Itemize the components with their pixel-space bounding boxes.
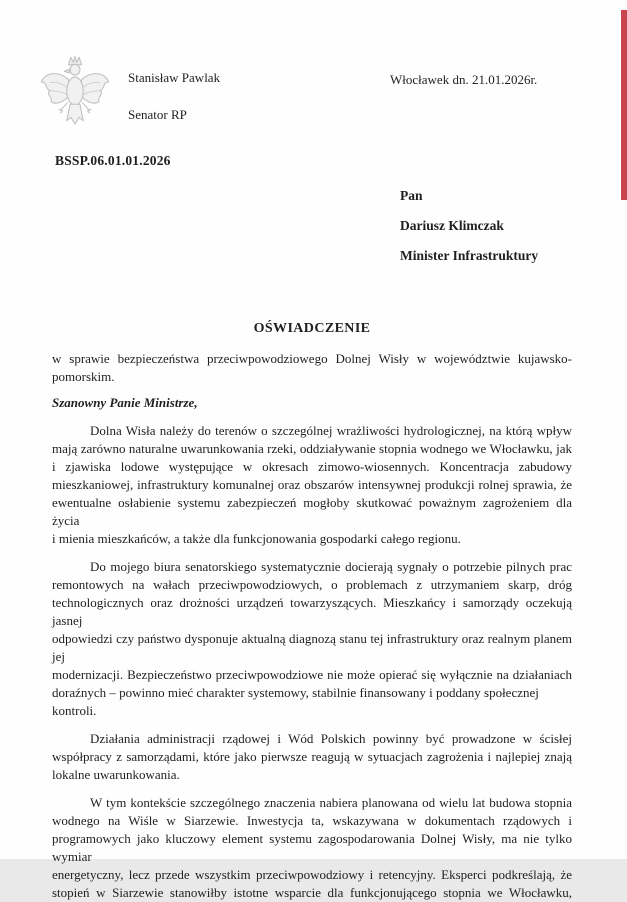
body-paragraphs <box>52 422 572 902</box>
body-paragraph <box>52 422 572 548</box>
eagle-body <box>67 77 83 105</box>
red-margin-stripe <box>621 10 627 200</box>
text-line: w sprawie bezpieczeństwa przeciwpowodziowego Dolnej Wisły w województwie kujawsko- <box>52 351 572 366</box>
text-line: technologicznych oraz drożności urządzeń towarzyszących. Mieszkańcy i samorządy oczekują jasnej <box>52 595 572 628</box>
polish-eagle-emblem <box>38 54 112 138</box>
statement-title: OŚWIADCZENIE <box>253 321 371 336</box>
text-line: energetyczny, lecz przede wszystkim przeciwpowodziowy i retencyjny. Eksperci podkreślają, że <box>52 867 572 882</box>
text-line: odpowiedzi czy państwo dysponuje aktualną diagnozą stanu tej infrastruktury oraz realnym planem jej <box>52 631 572 664</box>
recipient-name: Dariusz Klimczak <box>400 218 504 233</box>
text-line: i mienia mieszkańców, a także dla funkcjonowania gospodarki całego regionu. <box>52 531 461 546</box>
place-and-date: Włocławek dn. 21.01.2026r. <box>390 72 538 87</box>
text-line: W tym kontekście szczególnego znaczenia nabiera planowana od wielu lat budowa stopnia <box>90 795 572 810</box>
eagle-left-wing <box>41 74 70 104</box>
text-line: modernizacji. Bezpieczeństwo przeciwpowodziowe nie może opierać się wyłącznie na działaniach <box>52 667 572 682</box>
recipient-honorific: Pan <box>400 188 423 203</box>
sender-name: Stanisław Pawlak <box>128 70 221 85</box>
text-line: współpracy z samorządami, które jako pierwsze reagują w sytuacjach zagrożenia i najlepiej znają <box>52 749 572 764</box>
eagle-tail <box>67 104 83 124</box>
sender-title: Senator RP <box>128 107 187 122</box>
reference-number: BSSP.06.01.01.2026 <box>55 153 171 168</box>
text-line: pomorskim. <box>52 369 115 384</box>
text-line: mieszkaniowej, infrastruktury komunalnej oraz obszarów intensywnej produkcji rolnej sprawia, że <box>52 477 572 492</box>
text-line: mają zarówno naturalne uwarunkowania rzeki, oddziaływanie stopnia wodnego we Włocławku, jak <box>52 441 572 456</box>
eagle-head <box>70 64 80 75</box>
recipient-position: Minister Infrastruktury <box>400 248 539 263</box>
eagle-right-wing <box>80 74 109 104</box>
eagle-crown <box>68 57 81 65</box>
body-paragraph <box>52 794 572 902</box>
body-paragraph <box>52 730 572 784</box>
salutation: Szanowny Panie Ministrze, <box>52 395 198 410</box>
text-line: remontowych na wałach przeciwpowodziowych, o problemach z utrzymaniem skarp, dróg <box>52 577 572 592</box>
text-line: wodnego na Wiśle w Siarzewie. Inwestycja ta, wskazywana w dokumentach rządowych i <box>52 813 572 828</box>
text-line: Działania administracji rządowej i Wód Polskich powinny być prowadzone w ścisłej <box>90 731 572 746</box>
text-line: lokalne uwarunkowania. <box>52 767 180 782</box>
text-line: Dolna Wisła należy do terenów o szczególnej wrażliwości hydrologicznej, na którą wpływ <box>90 423 572 438</box>
text-line: i zjawiska lodowe występujące w okresach zimowo-wiosennych. Koncentracja zabudowy <box>52 459 572 474</box>
subject-paragraph <box>52 350 572 386</box>
eagle-beak <box>64 69 70 73</box>
letter-body <box>52 320 572 902</box>
sender-block <box>128 70 220 123</box>
recipient-block <box>400 181 538 271</box>
text-line: stopień w Siarzewie stanowiłby istotne wsparcie dla funkcjonującego stopnia we Włocławku, <box>52 885 572 900</box>
body-paragraph <box>52 558 572 720</box>
text-line: programowych jako kluczowy element systemu zagospodarowania Dolnej Wisły, ma nie tylko wymiar <box>52 831 572 864</box>
text-line: doraźnych – powinno mieć charakter systemowy, stabilnie finansowany i poddany społecznej kontroli. <box>52 685 539 718</box>
text-line: ewentualne osłabienie systemu zabezpieczeń mogłoby skutkować poważnym zagrożeniem dla życia <box>52 495 572 528</box>
text-line: Do mojego biura senatorskiego systematycznie docierają sygnały o potrzebie pilnych prac <box>90 559 572 574</box>
